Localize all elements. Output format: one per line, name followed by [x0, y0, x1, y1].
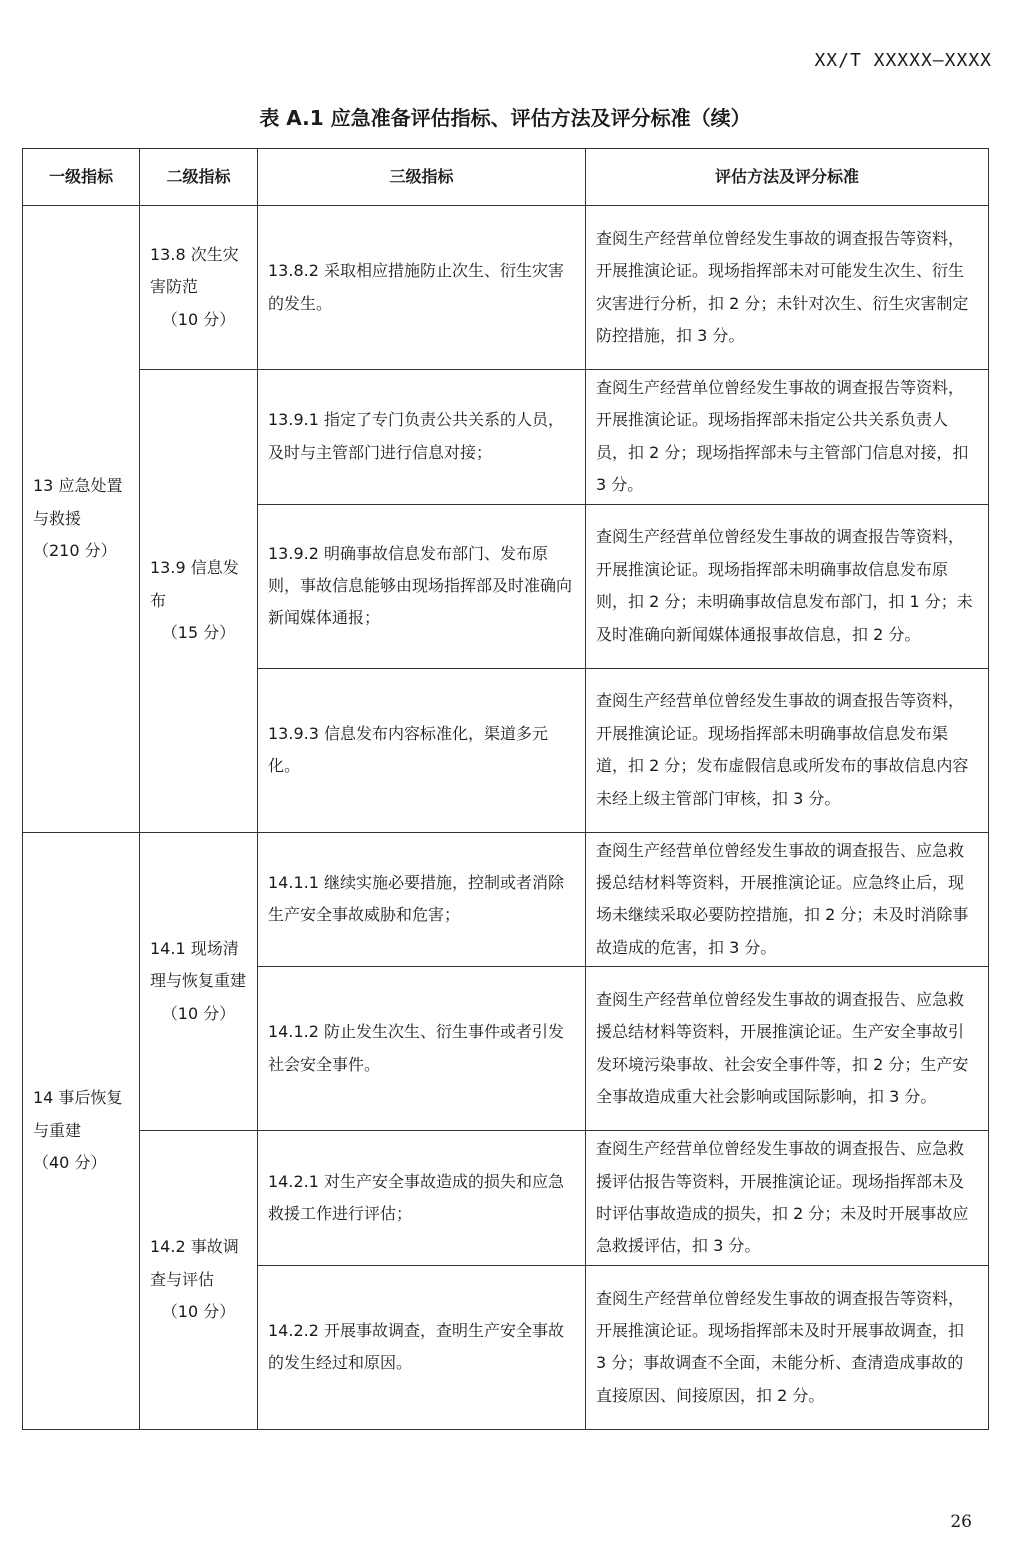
- method-cell: 查阅生产经营单位曾经发生事故的调查报告、应急救援评估报告等资料，开展推演论证。现场指挥部未及时评估事故造成的损失，扣 2 分；未及时开展事故应急救援评估，扣 3 分。: [586, 1131, 989, 1266]
- level2-score: （10 分）: [161, 309, 236, 329]
- table-header-row: [23, 149, 989, 206]
- level1-name: 13 应急处置与救援: [33, 476, 123, 528]
- level3-cell: 14.1.2 防止发生次生、衍生事件或者引发社会安全事件。: [258, 967, 586, 1131]
- level2-score: （10 分）: [161, 1003, 236, 1023]
- method-cell: 查阅生产经营单位曾经发生事故的调查报告、应急救援总结材料等资料，开展推演论证。生产安全事故引发环境污染事故、社会安全事件等，扣 2 分；生产安全事故造成重大社会影响或国际影响，扣 3 分。: [586, 967, 989, 1131]
- level2-name: 13.8 次生灾害防范: [150, 244, 239, 297]
- assessment-table: [22, 148, 989, 1430]
- method-cell: 查阅生产经营单位曾经发生事故的调查报告等资料，开展推演论证。现场指挥部未对可能发生次生、衍生灾害进行分析，扣 2 分；未针对次生、衍生灾害制定防控措施，扣 3 分。: [586, 206, 989, 370]
- level3-cell: 14.2.2 开展事故调查，查明生产安全事故的发生经过和原因。: [258, 1265, 586, 1429]
- level1-score: （40 分）: [33, 1152, 107, 1172]
- header-level2: 二级指标: [140, 149, 258, 206]
- method-cell: 查阅生产经营单位曾经发生事故的调查报告等资料，开展推演论证。现场指挥部未明确事故信息发布渠道，扣 2 分；发布虚假信息或所发布的事故信息内容未经上级主管部门审核，扣 3 分。: [586, 668, 989, 832]
- method-cell: 查阅生产经营单位曾经发生事故的调查报告等资料，开展推演论证。现场指挥部未及时开展事故调查，扣 3 分；事故调查不全面，未能分析、查清造成事故的直接原因、间接原因，扣 2 分。: [586, 1265, 989, 1429]
- level2-name: 14.1 现场清理与恢复重建: [150, 938, 247, 991]
- level2-name: 13.9 信息发布: [150, 558, 239, 610]
- level1-score: （210 分）: [33, 541, 117, 561]
- level1-cell: [23, 832, 140, 1429]
- level1-name: 14 事后恢复与重建: [33, 1088, 123, 1140]
- document-code: XX/T XXXXX—XXXX: [814, 50, 992, 71]
- level1-cell: [23, 206, 140, 833]
- level3-cell: 13.9.2 明确事故信息发布部门、发布原则，事故信息能够由现场指挥部及时准确向新闻媒体通报；: [258, 504, 586, 668]
- level3-cell: 13.9.3 信息发布内容标准化，渠道多元化。: [258, 668, 586, 832]
- level3-cell: 13.9.1 指定了专门负责公共关系的人员，及时与主管部门进行信息对接；: [258, 370, 586, 505]
- level3-cell: 13.8.2 采取相应措施防止次生、衍生灾害的发生。: [258, 206, 586, 370]
- level2-score: （10 分）: [161, 1302, 236, 1322]
- table-row: [23, 206, 989, 370]
- method-cell: 查阅生产经营单位曾经发生事故的调查报告等资料，开展推演论证。现场指挥部未指定公共关系负责人员，扣 2 分；现场指挥部未与主管部门信息对接，扣 3 分。: [586, 370, 989, 505]
- table-title: 表 A.1 应急准备评估指标、评估方法及评分标准（续）: [259, 106, 751, 130]
- level2-score: （15 分）: [161, 623, 236, 643]
- level2-cell: [140, 1131, 258, 1430]
- level2-cell: [140, 832, 258, 1131]
- level2-cell: [140, 206, 258, 370]
- header-method: 评估方法及评分标准: [586, 149, 989, 206]
- method-cell: 查阅生产经营单位曾经发生事故的调查报告、应急救援总结材料等资料，开展推演论证。应急终止后，现场未继续采取必要防控措施，扣 2 分；未及时消除事故造成的危害，扣 3 分。: [586, 832, 989, 967]
- page-number: 26: [950, 1512, 972, 1532]
- level3-cell: 14.1.1 继续实施必要措施，控制或者消除生产安全事故威胁和危害；: [258, 832, 586, 967]
- level2-cell: [140, 370, 258, 833]
- header-level1: 一级指标: [23, 149, 140, 206]
- level3-cell: 14.2.1 对生产安全事故造成的损失和应急救援工作进行评估；: [258, 1131, 586, 1266]
- method-cell: 查阅生产经营单位曾经发生事故的调查报告等资料，开展推演论证。现场指挥部未明确事故信息发布原则，扣 2 分；未明确事故信息发布部门，扣 1 分；未及时准确向新闻媒体通报事故信息，扣 2 分。: [586, 504, 989, 668]
- level2-name: 14.2 事故调查与评估: [150, 1237, 239, 1289]
- table-row: [23, 1131, 989, 1266]
- table-row: [23, 370, 989, 505]
- table-row: [23, 832, 989, 967]
- header-level3: 三级指标: [258, 149, 586, 206]
